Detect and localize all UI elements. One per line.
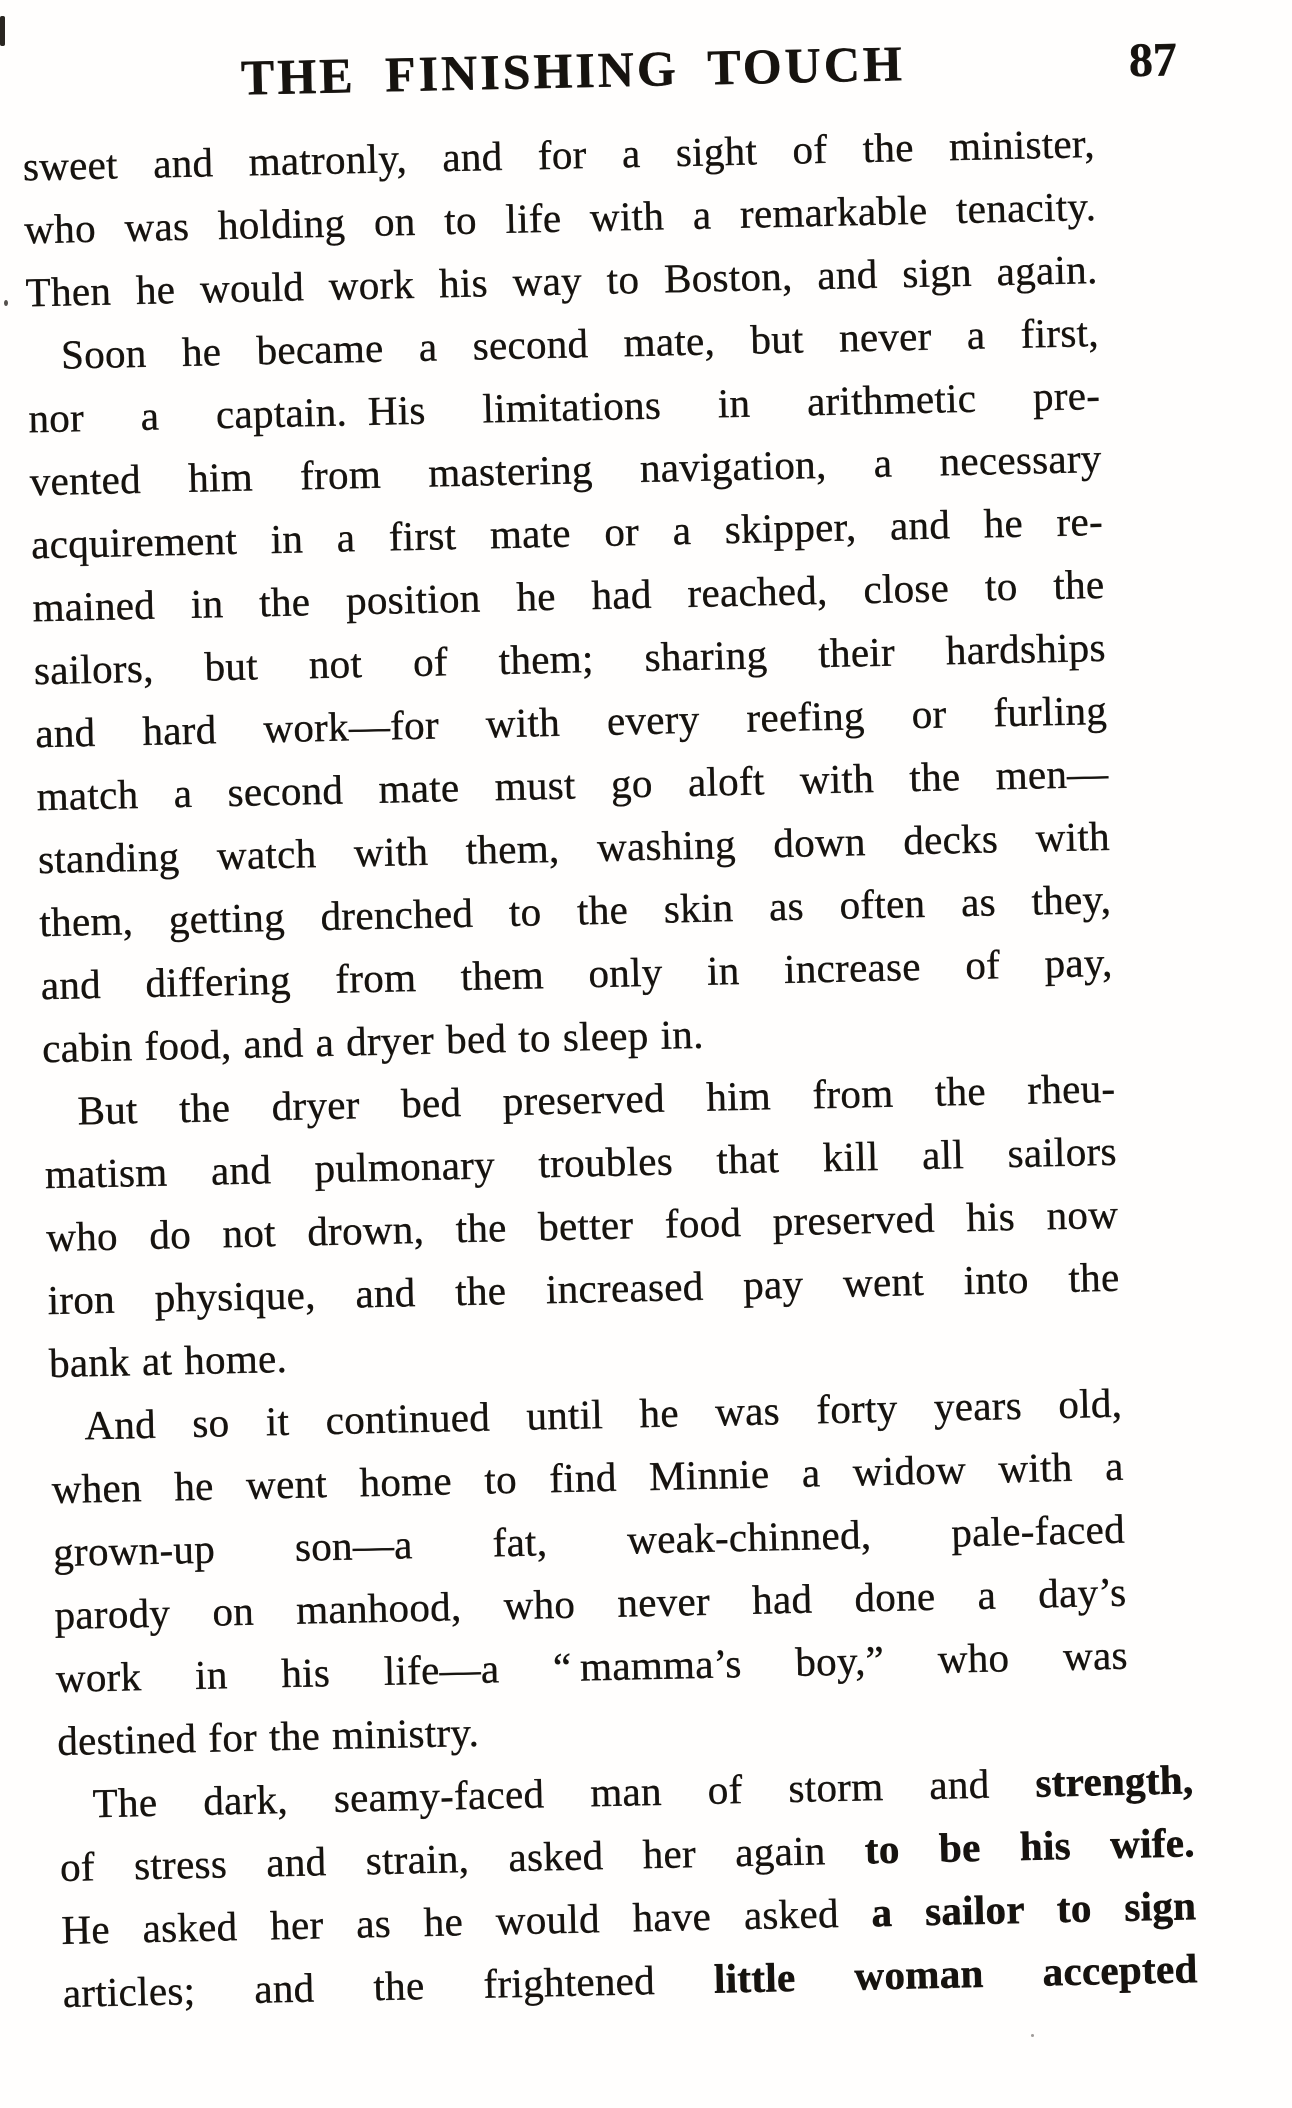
- scan-artifact: [0, 16, 5, 46]
- page-title: THE FINISHING TOUCH: [240, 35, 906, 106]
- paragraph: [50, 1372, 1130, 1773]
- paragraph: [58, 1748, 1198, 2025]
- text-line: articles; and the frightened little woman accepted: [62, 1945, 1199, 2016]
- text-line: And so it continued until he was forty years old,: [83, 1379, 1123, 1449]
- paragraph: [22, 112, 1098, 324]
- text-line: nor a captain. His limitations in arithmetic pre-: [27, 371, 1101, 442]
- running-head: [0, 0, 1273, 106]
- text-line: work in his life—a “ mamma’s boy,” who was: [55, 1631, 1129, 1702]
- text-line: match a second mate must go aloft with the men—: [36, 749, 1109, 820]
- text-line: iron physique, and the increased pay went into the: [47, 1253, 1120, 1324]
- scan-artifact: [1031, 2034, 1034, 2037]
- text-line: mained in the position he had reached, close to the: [32, 560, 1105, 631]
- text-line: them, getting drenched to the skin as often as they,: [38, 875, 1112, 946]
- text-line: Soon he became a second mate, but never a first,: [60, 309, 1100, 378]
- text-line: and differing from them only in increase of pay,: [40, 938, 1114, 1009]
- text-line: cabin food, and a dryer bed to sleep in.: [41, 1010, 705, 1072]
- text-line: destined for the ministry.: [56, 1708, 480, 1765]
- text-line: bank at home.: [48, 1334, 288, 1387]
- body-text: [22, 112, 1199, 2025]
- paragraph: [26, 301, 1114, 1080]
- text-line: acquirement in a first mate or a skipper, and he re-: [30, 497, 1104, 568]
- text-line: parody on manhood, who never had done a day’s: [54, 1568, 1127, 1639]
- text-line: and hard work—for with every reefing or furling: [34, 686, 1108, 757]
- text-line: Then he would work his way to Boston, and sign again.: [25, 246, 1098, 316]
- text-line: But the dryer bed preserved him from the rheu-: [77, 1064, 1116, 1134]
- text-line: matism and pulmonary troubles that kill all sailors: [44, 1127, 1118, 1198]
- page-number: 87: [1128, 33, 1178, 88]
- text-line: sweet and matronly, and for a sight of the minister,: [22, 120, 1096, 190]
- text-line: of stress and strain, asked her again to be his wife.: [59, 1819, 1196, 1891]
- scan-artifact: [4, 300, 8, 306]
- text-line: grown-up son—a fat, weak-chinned, pale-faced: [52, 1505, 1126, 1576]
- text-line: sailors, but not of them; sharing their hardships: [33, 623, 1107, 694]
- text-line: who was holding on to life with a remarkable tenacity.: [23, 183, 1097, 253]
- text-line: The dark, seamy-faced man of storm and strength,: [92, 1756, 1194, 1827]
- text-line: who do not drown, the better food preserved his now: [45, 1190, 1119, 1261]
- text-line: He asked her as he would have asked a sailor to sign: [60, 1882, 1197, 1954]
- text-line: vented him from mastering navigation, a necessary: [29, 434, 1103, 505]
- text-line: when he went home to find Minnie a widow with a: [51, 1442, 1125, 1513]
- text-line: standing watch with them, washing down decks with: [37, 812, 1111, 883]
- paragraph: [43, 1057, 1122, 1395]
